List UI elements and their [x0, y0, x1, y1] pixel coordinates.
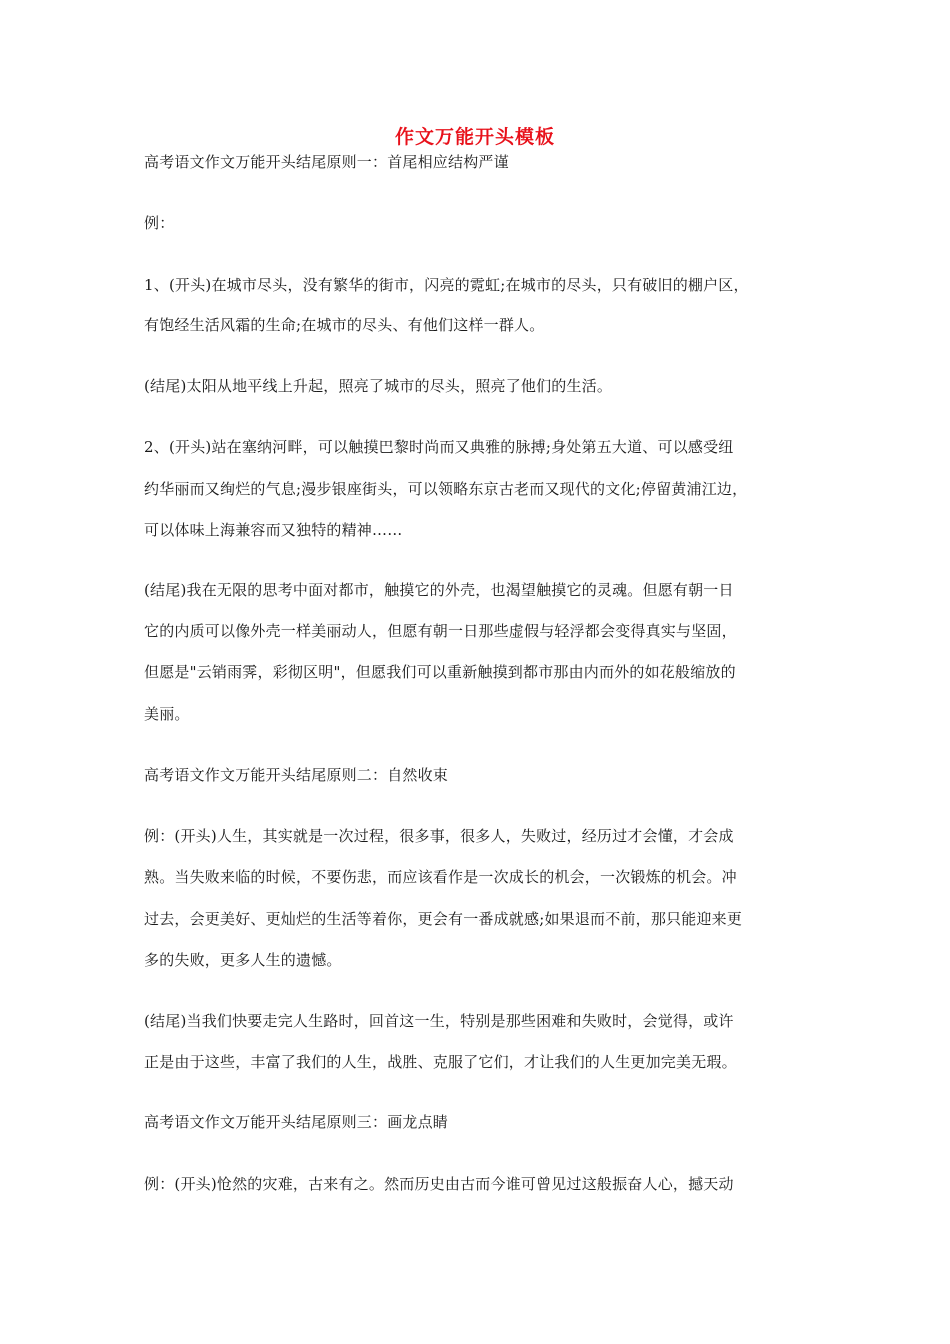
paragraph-line: 1、(开头)在城市尽头，没有繁华的街市，闪亮的霓虹;在城市的尽头，只有破旧的棚户区，: [144, 276, 749, 294]
paragraph-line: (结尾)我在无限的思考中面对都市，触摸它的外壳，也渴望触摸它的灵魂。但愿有朝一日: [144, 581, 734, 599]
heading-principle-one: 高考语文作文万能开头结尾原则一：首尾相应结构严谨: [144, 153, 509, 171]
paragraph-line: 约华丽而又绚烂的气息;漫步银座街头，可以领略东京古老而又现代的文化;停留黄浦江边，: [144, 480, 748, 498]
paragraph-line: (结尾)太阳从地平线上升起，照亮了城市的尽头，照亮了他们的生活。: [144, 377, 613, 395]
paragraph-line: 正是由于这些，丰富了我们的人生，战胜、克服了它们，才让我们的人生更加完美无瑕。: [144, 1053, 737, 1071]
paragraph-line: 可以体味上海兼容而又独特的精神……: [144, 521, 403, 539]
document-title: 作文万能开头模板: [394, 126, 555, 148]
paragraph-line: 熟。当失败来临的时候，不要伤悲，而应该看作是一次成长的机会，一次锻炼的机会。冲: [144, 868, 737, 886]
heading-principle-two: 高考语文作文万能开头结尾原则二：自然收束: [144, 766, 449, 784]
paragraph-line: 但愿是"云销雨霁，彩彻区明"，但愿我们可以重新触摸到都市那由内而外的如花般缩放的: [144, 663, 736, 681]
example-label: 例：: [144, 214, 175, 232]
paragraph-line: 美丽。: [144, 705, 190, 723]
paragraph-line: 它的内质可以像外壳一样美丽动人，但愿有朝一日那些虚假与轻浮都会变得真实与坚固，: [144, 622, 737, 640]
paragraph-line: 有饱经生活风霜的生命;在城市的尽头、有他们这样一群人。: [144, 316, 545, 334]
paragraph-line: 多的失败，更多人生的遗憾。: [144, 951, 342, 969]
paragraph-line: 例：(开头)怆然的灾难，古来有之。然而历史由古而今谁可曾见过这般振奋人心，撼天动: [144, 1175, 734, 1193]
paragraph-line: 例：(开头)人生，其实就是一次过程，很多事，很多人，失败过，经历过才会懂，才会成: [144, 827, 734, 845]
heading-principle-three: 高考语文作文万能开头结尾原则三：画龙点睛: [144, 1113, 449, 1131]
paragraph-line: 过去，会更美好、更灿烂的生活等着你，更会有一番成就感;如果退而不前，那只能迎来更: [144, 910, 743, 928]
paragraph-line: 2、(开头)站在塞纳河畔，可以触摸巴黎时尚而又典雅的脉搏;身处第五大道、可以感受纽: [144, 438, 734, 456]
paragraph-line: (结尾)当我们快要走完人生路时，回首这一生，特别是那些困难和失败时，会觉得，或许: [144, 1012, 734, 1030]
